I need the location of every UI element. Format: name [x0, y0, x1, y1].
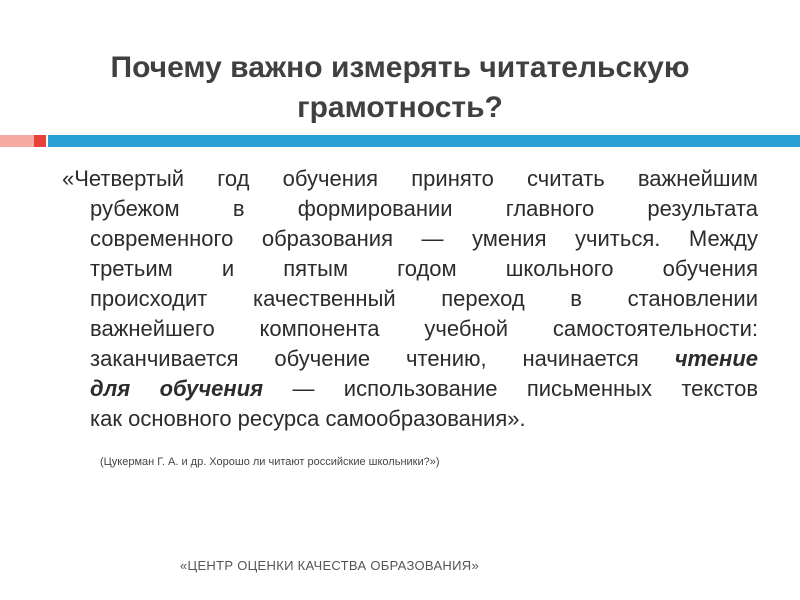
divider-segment-red [34, 135, 46, 147]
quote-line-3: современного образования — умения учиться. Между [90, 226, 758, 251]
quote-line-8 [62, 374, 758, 404]
footer-organization: «ЦЕНТР ОЦЕНКИ КАЧЕСТВА ОБРАЗОВАНИЯ» [180, 558, 479, 573]
quote-paragraph [62, 164, 758, 434]
quote-line-7-text: заканчивается обучение чтению, начинается [90, 346, 675, 371]
quote-line-9: как основного ресурса самообразования». [90, 406, 526, 431]
quote-line-1: «Четвертый год обучения принято считать важнейшим [62, 166, 758, 191]
title-line-2: грамотность? [297, 91, 503, 124]
quote-line-4: третьим и пятым годом школьного обучения [90, 256, 758, 281]
divider-segment-blue [48, 135, 800, 147]
quote-line-5: происходит качественный переход в становлении [90, 286, 758, 311]
title-line-1: Почему важно измерять читательскую [110, 51, 690, 84]
emphasis-reading: чтение [674, 346, 758, 371]
divider-segment-pink [0, 135, 34, 147]
emphasis-for-learning: для обучения [90, 376, 264, 401]
accent-divider [0, 135, 800, 147]
quote-line-6: важнейшего компонента учебной самостоятельности: [90, 316, 758, 341]
slide-title [40, 48, 760, 128]
citation: (Цукерман Г. А. и др. Хорошо ли читают российские школьники?») [100, 456, 440, 468]
quote-line-8-text: — использование письменных текстов [263, 376, 759, 401]
quote-line-7 [62, 344, 758, 374]
quote-line-2: рубежом в формировании главного результата [90, 196, 758, 221]
